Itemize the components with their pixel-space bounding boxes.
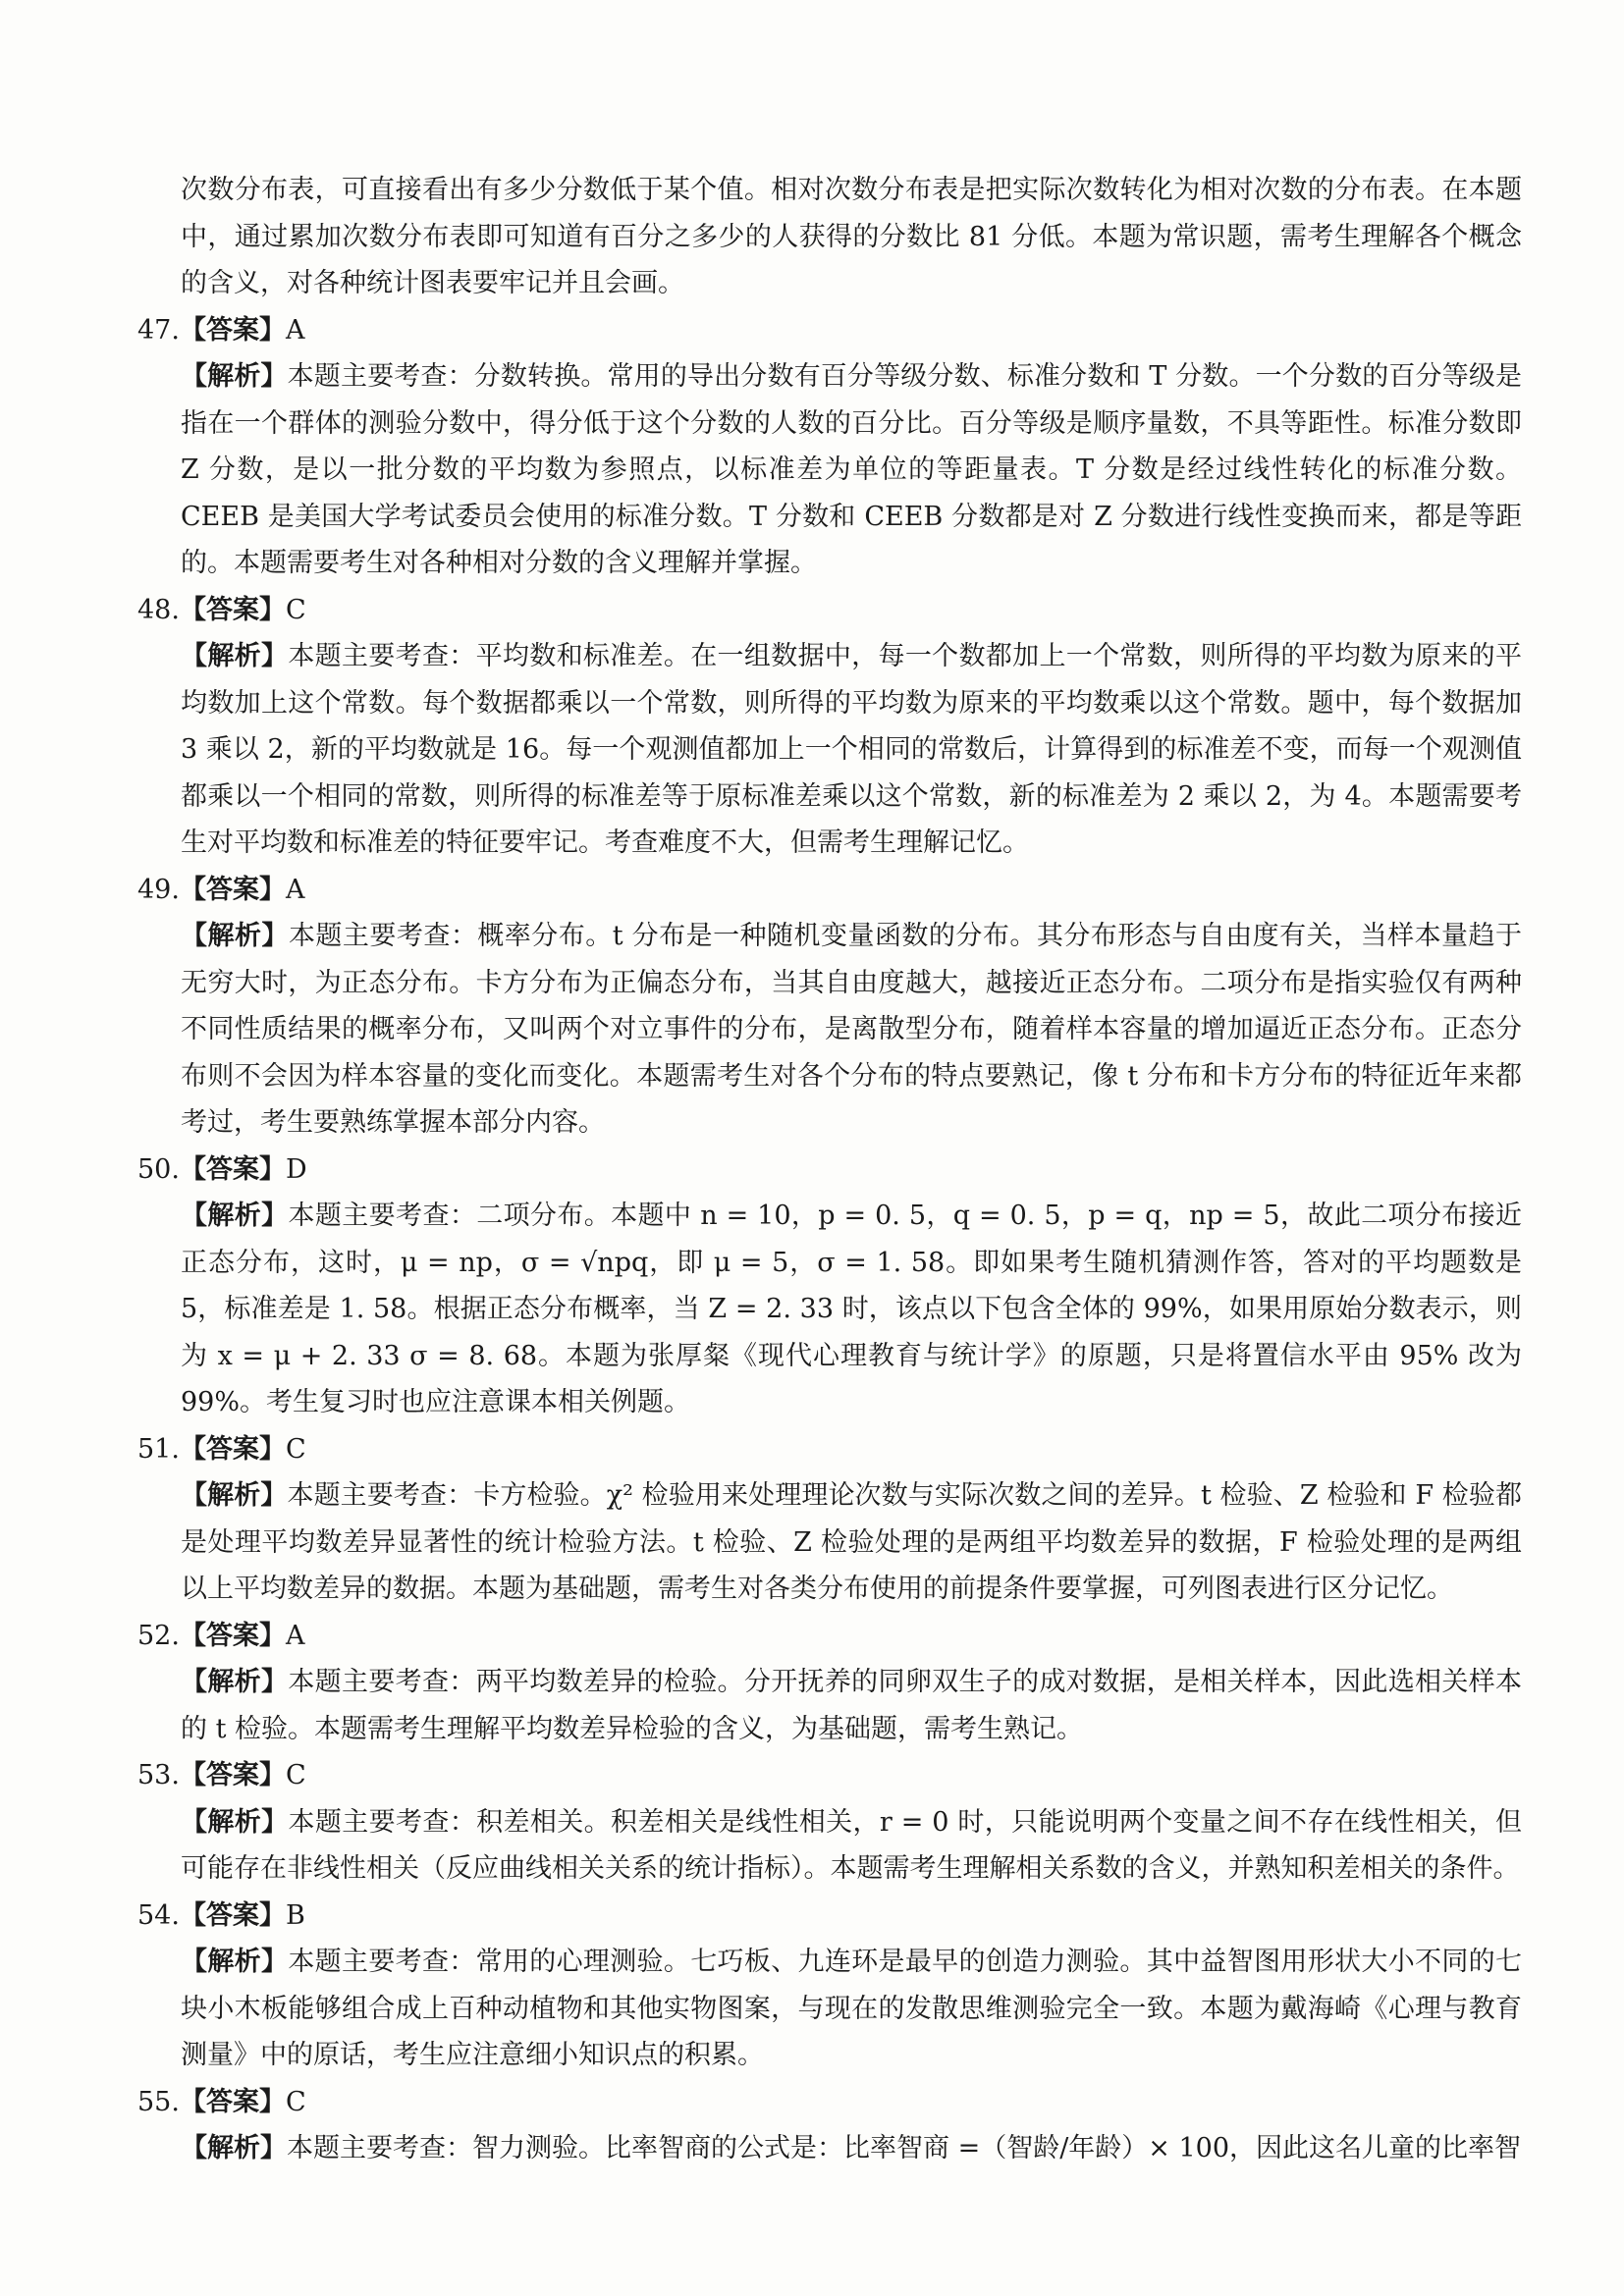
explanation-text: 本题主要考查：智力测验。比率智商的公式是：比率智商 =（智龄/年龄）× 100，因此这名儿童的比率智 — [287, 2133, 1522, 2163]
answer-label: 【答案】 — [179, 1620, 286, 1651]
answer-line — [137, 1893, 1522, 1940]
answer-item — [137, 1426, 1522, 1613]
answer-value: A — [285, 1620, 305, 1651]
answer-item — [137, 1893, 1523, 2079]
answer-label: 【答案】 — [179, 1433, 286, 1465]
question-number: 51. — [137, 1433, 180, 1465]
answer-item — [137, 587, 1523, 867]
answer-label: 【答案】 — [179, 314, 286, 346]
explanation-paragraph — [181, 353, 1522, 587]
answer-line — [137, 1613, 1522, 1660]
answer-item — [137, 2079, 1522, 2172]
answer-label: 【答案】 — [179, 2086, 286, 2117]
answer-value: B — [285, 1899, 305, 1931]
explanation-text: 本题主要考查：积差相关。积差相关是线性相关，r = 0 时，只能说明两个变量之间不存在线性相关，但可能存在非线性相关（反应曲线相关关系的统计指标）。本题需考生理解相关系数的含义，并熟知积差相关的条件。 — [181, 1806, 1522, 1884]
answer-item — [137, 307, 1523, 587]
question-number: 55. — [137, 2086, 180, 2117]
explanation-text: 本题主要考查：卡方检验。χ² 检验用来处理理论次数与实际次数之间的差异。t 检验、Z 检验和 F 检验都是处理平均数差异显著性的统计检验方法。t 检验、Z 检验处理的是两组平均数差异的数据，F 检验处理的是两组以上平均数差异的数据。本题为基础题，需考生对各类分布使用的前提条件要掌握，可列图表进行区分记忆。 — [181, 1480, 1522, 1604]
explanation-text: 本题主要考查：概率分布。t 分布是一种随机变量函数的分布。其分布形态与自由度有关，当样本量趋于无穷大时，为正态分布。卡方分布为正偏态分布，当其自由度越大，越接近正态分布。二项分布是指实验仅有两种不同性质结果的概率分布，又叫两个对立事件的分布，是离散型分布，随着样本容量的增加逼近正态分布。正态分布则不会因为样本容量的变化而变化。本题需考生对各个分布的特点要熟记，像 t 分布和卡方分布的特征近年来都考过，考生要熟练掌握本部分内容。 — [181, 921, 1523, 1138]
explanation-label: 【解析】 — [181, 2133, 287, 2163]
question-number: 53. — [137, 1760, 180, 1790]
answer-value: A — [285, 314, 305, 346]
answer-item — [137, 1752, 1522, 1893]
answer-label: 【答案】 — [179, 874, 286, 905]
answer-item — [137, 867, 1523, 1147]
explanation-label: 【解析】 — [181, 1667, 289, 1697]
explanation-label: 【解析】 — [181, 1947, 289, 1977]
explanation-paragraph — [181, 1799, 1522, 1893]
explanation-text: 本题主要考查：常用的心理测验。七巧板、九连环是最早的创造力测验。其中益智图用形状大小不同的七块小木板能够组合成上百种动植物和其他实物图案，与现在的发散思维测验完全一致。本题为戴海崎《心理与教育测量》中的原话，考生应注意细小知识点的积累。 — [181, 1947, 1523, 2070]
question-number: 47. — [137, 314, 180, 346]
answer-value: C — [285, 594, 306, 625]
explanation-paragraph — [181, 1939, 1522, 2079]
document-page — [137, 167, 1523, 2172]
answer-item — [137, 1613, 1523, 1753]
intro-paragraph: 次数分布表，可直接看出有多少分数低于某个值。相对次数分布表是把实际次数转化为相对次数的分布表。在本题中，通过累加次数分布表即可知道有百分之多少的人获得的分数比 81 分低。本题为常识题，需考生理解各个概念的含义，对各种统计图表要牢记并且会画。 — [181, 175, 1522, 298]
explanation-paragraph — [181, 913, 1522, 1147]
explanation-text: 本题主要考查：平均数和标准差。在一组数据中，每一个数都加上一个常数，则所得的平均数为原来的平均数加上这个常数。每个数据都乘以一个常数，则所得的平均数为原来的平均数乘以这个常数。题中，每个数据加 3 乘以 2，新的平均数就是 16。每一个观测值都加上一个相同的常数后，计算得到的标准差不变，而每一个观测值都乘以一个相同的常数，则所得的标准差等于原标准差乘以这个常数，新的标准差为 2 乘以 2，为 4。本题需要考生对平均数和标准差的特征要牢记。考查难度不大，但需考生理解记忆。 — [181, 641, 1523, 858]
answer-label: 【答案】 — [179, 594, 286, 625]
answer-label: 【答案】 — [179, 1153, 286, 1185]
question-number: 48. — [137, 594, 180, 625]
answer-value: D — [285, 1153, 307, 1185]
explanation-paragraph — [181, 1472, 1522, 1613]
question-number: 52. — [137, 1620, 180, 1651]
answer-line — [137, 1426, 1522, 1473]
explanation-label: 【解析】 — [181, 1480, 288, 1511]
explanation-text: 本题主要考查：两平均数差异的检验。分开抚养的同卵双生子的成对数据，是相关样本，因此选相关样本的 t 检验。本题需考生理解平均数差异检验的含义，为基础题，需考生熟记。 — [181, 1667, 1523, 1744]
explanation-label: 【解析】 — [181, 921, 289, 951]
answer-value: A — [285, 874, 305, 905]
explanation-text: 本题主要考查：分数转换。常用的导出分数有百分等级分数、标准分数和 T 分数。一个分数的百分等级是指在一个群体的测验分数中，得分低于这个分数的人数的百分比。百分等级是顺序量数，不具等距性。标准分数即 Z 分数，是以一批分数的平均数为参照点，以标准差为单位的等距量表。T 分数是经过线性转化的标准分数。CEEB 是美国大学考试委员会使用的标准分数。T 分数和 CEEB 分数都是对 Z 分数进行线性变换而来，都是等距的。本题需要考生对各种相对分数的含义理解并掌握。 — [181, 361, 1523, 578]
answer-line — [137, 1147, 1522, 1194]
question-number: 49. — [137, 874, 180, 905]
answer-value: C — [285, 2086, 306, 2117]
answer-item — [137, 1147, 1523, 1426]
explanation-paragraph — [181, 1659, 1522, 1752]
explanation-label: 【解析】 — [181, 361, 288, 392]
explanation-text: 本题主要考查：二项分布。本题中 n = 10，p = 0. 5，q = 0. 5，p = q，np = 5，故此二项分布接近正态分布，这时，μ = np，σ = √npq，即 μ = 5，σ = 1. 58。即如果考生随机猜测作答，答对的平均题数是 5，标准差是 1. 58。根据正态分布概率，当 Z = 2. 33 时，该点以下包含全体的 99%，如果用原始分数表示，则为 x = μ + 2. 33 σ = 8. 68。本题为张厚粲《现代心理教育与统计学》的原题，只是将置信水平由 95% 改为 99%。考生复习时也应注意课本相关例题。 — [181, 1201, 1523, 1417]
answer-line — [137, 587, 1522, 634]
explanation-paragraph — [181, 1193, 1522, 1426]
answer-value: C — [285, 1433, 306, 1465]
answer-label: 【答案】 — [179, 1899, 286, 1931]
answer-line — [137, 1752, 1522, 1799]
question-number: 50. — [137, 1153, 180, 1185]
explanation-paragraph — [181, 633, 1522, 867]
explanation-label: 【解析】 — [181, 1201, 289, 1231]
explanation-label: 【解析】 — [181, 1806, 289, 1838]
answer-value: C — [285, 1760, 306, 1790]
explanation-label: 【解析】 — [181, 641, 289, 671]
answer-line — [137, 307, 1522, 354]
answer-label: 【答案】 — [179, 1760, 286, 1790]
answer-line — [137, 2079, 1522, 2126]
question-number: 54. — [137, 1899, 180, 1931]
explanation-paragraph — [181, 2125, 1522, 2172]
answer-line — [137, 867, 1522, 914]
answer-list — [137, 307, 1523, 2172]
